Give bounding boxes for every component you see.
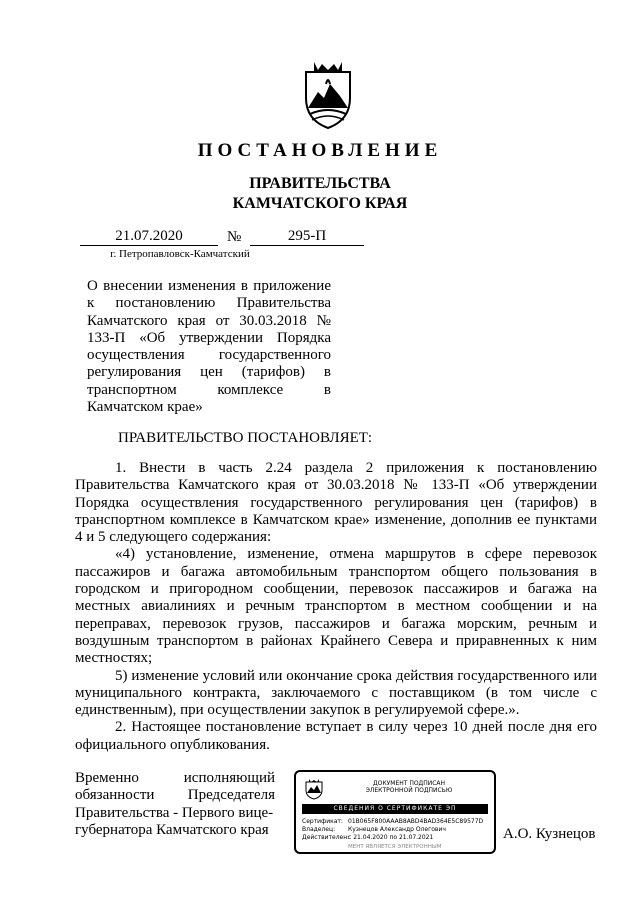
position-line-1: Временно исполняющий: [75, 770, 275, 786]
document-date: 21.07.2020: [80, 228, 218, 246]
document-number: 295-П: [250, 228, 364, 246]
document-body: [75, 460, 597, 754]
signatory-name: А.О. Кузнецов: [503, 826, 596, 842]
cert-label: Сертификат:: [302, 818, 343, 825]
owner-label: Владелец:: [302, 826, 336, 833]
issuer-line-2: КАМЧАТСКОГО КРАЯ: [232, 195, 408, 212]
position-line-2: обязанности Председателя: [75, 787, 275, 804]
document-place: г. Петропавловск-Камчатский: [110, 248, 250, 260]
issuer-line-1: ПРАВИТЕЛЬСТВА: [249, 175, 391, 192]
position-line-3: Правительства - Первого вице-: [75, 804, 274, 821]
document-subject: О внесении изменения в приложение к постановлению Правительства Камчатского края от 30.03.2018 № 133-П «Об утверждении Порядка осуществления государственного регулирования цен (тарифов) в транспортном комплексе в Камчатском крае»: [87, 278, 331, 416]
cert-value: 01B065F800AAAB8ABD4BAD364E5C89577D: [348, 818, 484, 825]
stamp-bar: СВЕДЕНИЯ О СЕРТИФИКАТЕ ЭП: [302, 804, 488, 814]
valid-label: Действителен:: [302, 834, 350, 841]
electronic-signature-stamp: [294, 770, 496, 854]
paragraph-1: 1. Внести в часть 2.24 раздела 2 приложения к постановлению Правительства Камчатского края от 30.03.2018 № 133-П «Об утверждении Порядка осуществления государственного регулирования цен (тарифов) в транспортном комплексе в Камчатском крае» изменение, дополнив ее пунктами 4 и 5 следующего содержания:: [75, 460, 597, 546]
stamp-cert-row: [302, 818, 488, 826]
stamp-heading-line-1: ДОКУМЕНТ ПОДПИСАН: [372, 780, 446, 787]
stamp-heading-line-2: ЭЛЕКТРОННОЙ ПОДПИСЬЮ: [365, 787, 453, 794]
paragraph-3: 5) изменение условий или окончание срока действия государственного или муниципального контракта, заключаемого с поставщиком (в том числе с единственным), при осуществлении закупок в регулируемой сфере.».: [75, 667, 597, 719]
stamp-note: МЕНТ ЯВЛЯЕТСЯ ЭЛЕКТРОННЫМ: [348, 844, 442, 850]
stamp-coat-of-arms-icon: [304, 778, 324, 800]
signatory-position: [75, 770, 275, 839]
paragraph-4: 2. Настоящее постановление вступает в силу через 10 дней после дня его официального опубликования.: [75, 719, 597, 753]
number-sign: №: [227, 229, 242, 245]
date-number-line: [80, 226, 364, 248]
stamp-heading: [334, 780, 484, 794]
owner-value: Кузнецов Александр Олегович: [348, 826, 446, 833]
paragraph-2: «4) установление, изменение, отмена маршрутов в сфере перевозок пассажиров и багажа автомобильным транспортом общего пользования в городском и пригородном сообщении, перевозок пассажиров и багажа на местных авиалиниях и речным транспортом в местном сообщении и на переправах, перевозок грузов, пассажиров и багажа морским, речным и воздушным транспортом в районах Крайнего Севера и приравненных к ним местностях;: [75, 546, 597, 667]
stamp-valid-row: [302, 834, 488, 842]
kamchatka-coat-of-arms-icon: [296, 58, 360, 130]
position-line-4: губернатора Камчатского края: [75, 821, 269, 838]
stamp-owner-row: [302, 826, 488, 834]
valid-value: с 21.04.2020 по 21.07.2021: [348, 834, 434, 841]
decree-heading: ПРАВИТЕЛЬСТВО ПОСТАНОВЛЯЕТ:: [118, 430, 373, 446]
document-type: ПОСТАНОВЛЕНИЕ: [197, 140, 443, 161]
